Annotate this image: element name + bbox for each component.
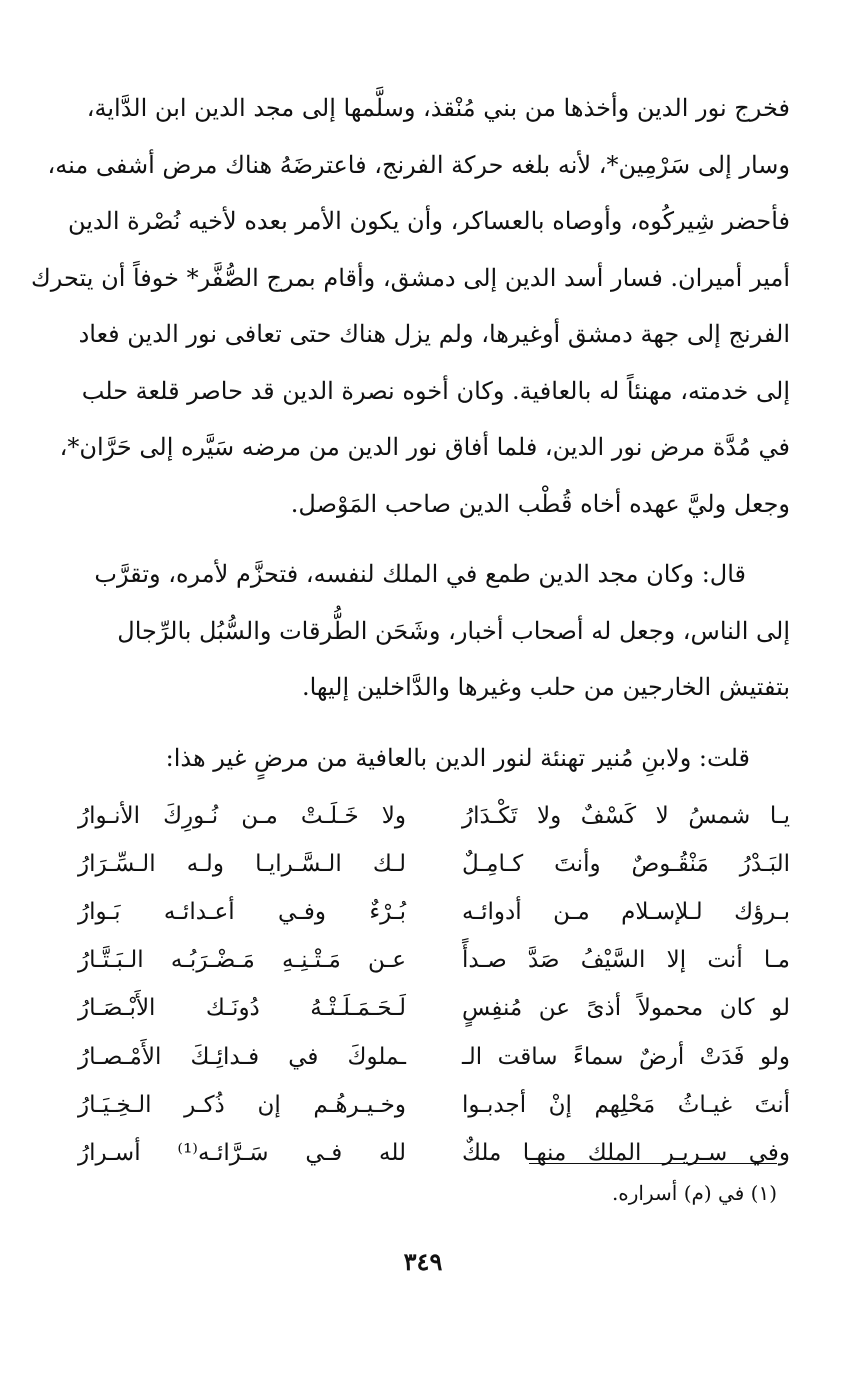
poem-intro: قلت: ولابنِ مُنير تهنئة لنور الدين بالعافية من مرضٍ غير هذا: [165, 743, 750, 772]
paragraph-2 [78, 546, 790, 716]
text-line: فأحضر شِيركُوه، وأوصاه بالعساكر، وأن يكون الأمر بعده لأخيه نُصْرة الدين [67, 207, 790, 235]
footnote-divider [529, 1163, 777, 1164]
poem-verse [78, 936, 790, 984]
text-line: بتفتيش الخارجين من حلب وغيرها والدَّاخلين إليها. [301, 673, 790, 701]
poem-verse [78, 1032, 790, 1080]
poem-verse [78, 984, 790, 1032]
verse-second-hemistich: لـك الـسَّـرايـا ولـه الـسِّـرَارُ [78, 850, 406, 877]
verse-first-hemistich: أنتَ غيـاثُ مَحْلِهم إنْ أجدبـوا [462, 1091, 790, 1118]
poem-verse [78, 840, 790, 888]
verse-second-hemistich: لله فـي سَـرَّائـه⁽¹⁾ أسـرارُ [78, 1139, 406, 1166]
text-line: في مُدَّة مرض نور الدين، فلما أفاق نور الدين من مرضه سَيَّره إلى حَرَّان*، [59, 433, 790, 461]
page-number: ٣٤٩ [403, 1247, 443, 1276]
poem [78, 792, 790, 1178]
verse-second-hemistich: ولا خَـلَـتْ مـن نُـورِكَ الأنـوارُ [78, 802, 406, 829]
text-line: فخرج نور الدين وأخذها من بني مُنْقذ، وسلَّمها إلى مجد الدين ابن الدَّاية، [86, 94, 790, 122]
poem-verse [78, 792, 790, 840]
verse-first-hemistich: يـا شمسُ لا كَسْفٌ ولا تَكْـدَارُ [462, 802, 790, 829]
poem-verse [78, 1081, 790, 1129]
text-line: قال: وكان مجد الدين طمع في الملك لنفسه، فتحزَّم لأمره، وتقرَّب [94, 560, 746, 588]
text-line: وسار إلى سَرْمِين*، لأنه بلغه حركة الفرنج، فاعترضَهُ هناك مرض أشفى منه، [47, 150, 790, 179]
poem-verse [78, 888, 790, 936]
verse-first-hemistich: بـرؤك لـلإسـلام مـن أدوائـه [462, 898, 790, 925]
verse-second-hemistich: وخـيـرهُـم إن ذُكـر الـخِـيَـارُ [78, 1091, 406, 1118]
verse-second-hemistich: عـن مَـتْـنِـهِ مَـضْـرَبُـه الـبَـتَّـارُ [78, 947, 406, 974]
verse-first-hemistich: البَـدْرُ مَنْقُـوصٌ وأنتَ كـامِـلٌ [462, 850, 790, 877]
verse-first-hemistich: ولو فَدَتْ أرضٌ سماءً ساقت الـ [462, 1043, 790, 1070]
page-body [31, 80, 790, 1177]
verse-first-hemistich: لو كان محمولاً أذىً عن مُنفِسٍ [462, 995, 790, 1022]
verse-first-hemistich: مـا أنت إلا السَّيْفُ صَدَّ صـدأً [462, 947, 790, 974]
verse-first-hemistich: وفي سـريـر الملك منهـا ملكٌ [462, 1139, 790, 1166]
text-line: الفرنج إلى جهة دمشق أوغيرها، ولم يزل هناك حتى تعافى نور الدين فعاد [78, 320, 790, 348]
text-line: إلى خدمته، مهنئاً له بالعافية. وكان أخوه نصرة الدين قد حاصر قلعة حلب [81, 376, 790, 405]
footnote: (١) في (م) أسراره. [611, 1181, 777, 1205]
verse-second-hemistich: لَـحَـمَـلَـتْـهُ دُونَـك الأَبْـصَـارُ [78, 995, 406, 1022]
text-line: أمير أميران. فسار أسد الدين إلى دمشق، وأقام بمرج الصُّفَّر* خوفاً أن يتحرك [31, 263, 790, 292]
text-line: وجعل وليَّ عهده أخاه قُطْب الدين صاحب المَوْصل. [290, 489, 790, 518]
verse-second-hemistich: بُـرْءٌ وفـي أعـدائـه بَـوارُ [78, 898, 406, 925]
text-line: إلى الناس، وجعل له أصحاب أخبار، وشَحَن الطُّرقات والسُّبُل بالرِّجال [117, 616, 790, 645]
verse-second-hemistich: ـملوكَ في فـدائِـكَ الأَمْـصـارُ [78, 1043, 406, 1070]
poem-verse [78, 1129, 790, 1177]
paragraph-1 [31, 80, 790, 532]
